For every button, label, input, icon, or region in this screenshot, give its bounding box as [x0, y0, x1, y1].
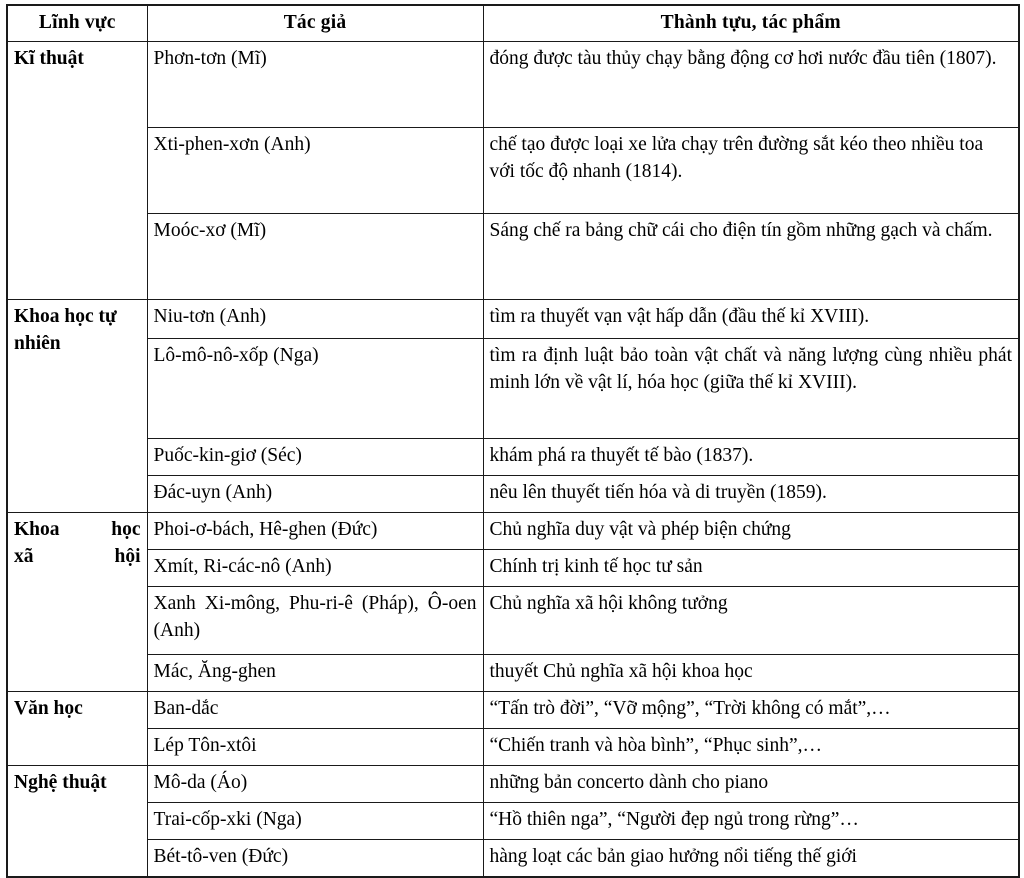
achievements-table [6, 4, 1020, 878]
work-cell: nêu lên thuyết tiến hóa và di truyền (1859). [483, 475, 1019, 512]
field-cell-ki-thuat [7, 41, 147, 299]
field-label: Kĩ thuật [14, 47, 84, 69]
table-row [7, 213, 1019, 299]
work-cell: khám phá ra thuyết tế bào (1837). [483, 438, 1019, 475]
author-cell: Mác, Ăng-ghen [147, 654, 483, 691]
field-label: Khoa học [14, 518, 141, 540]
table-row [7, 691, 1019, 728]
table-header [7, 5, 1019, 41]
table-row [7, 586, 1019, 654]
author-cell: Lép Tôn-xtôi [147, 728, 483, 765]
author-cell: Xmít, Ri-các-nô (Anh) [147, 549, 483, 586]
author-cell: Moóc-xơ (Mĩ) [147, 213, 483, 299]
column-header-field: Lĩnh vực [7, 5, 147, 41]
table-row [7, 839, 1019, 877]
work-cell: tìm ra thuyết vạn vật hấp dẫn (đầu thế kỉ XVIII). [483, 299, 1019, 338]
work-cell: đóng được tàu thủy chạy bằng động cơ hơi nước đầu tiên (1807). [483, 41, 1019, 127]
table-row [7, 549, 1019, 586]
field-label: Khoa học tự [14, 305, 117, 327]
table-row [7, 765, 1019, 802]
table-row [7, 475, 1019, 512]
field-label-line2: xã hội [14, 546, 141, 568]
work-cell: thuyết Chủ nghĩa xã hội khoa học [483, 654, 1019, 691]
work-cell: tìm ra định luật bảo toàn vật chất và năng lượng cùng nhiều phát minh lớn về vật lí, hóa học (giữa thế kỉ XVIII). [483, 338, 1019, 438]
work-cell: hàng loạt các bản giao hưởng nổi tiếng thế giới [483, 839, 1019, 877]
work-cell: Chính trị kinh tế học tư sản [483, 549, 1019, 586]
work-cell: những bản concerto dành cho piano [483, 765, 1019, 802]
table-header-row [7, 5, 1019, 41]
table-row [7, 41, 1019, 127]
author-cell: Xti-phen-xơn (Anh) [147, 127, 483, 213]
table-row [7, 338, 1019, 438]
column-header-author: Tác giả [147, 5, 483, 41]
author-cell: Lô-mô-nô-xốp (Nga) [147, 338, 483, 438]
author-cell: Xanh Xi-mông, Phu-ri-ê (Pháp), Ô-oen (Anh) [147, 586, 483, 654]
field-label-line2: nhiên [14, 333, 61, 355]
author-cell: Đác-uyn (Anh) [147, 475, 483, 512]
table-row [7, 438, 1019, 475]
table-row [7, 299, 1019, 338]
field-cell-khoa-hoc-xa-hoi [7, 512, 147, 691]
author-cell: Trai-cốp-xki (Nga) [147, 802, 483, 839]
field-cell-van-hoc [7, 691, 147, 765]
field-label: Văn học [14, 697, 83, 719]
work-cell: Chủ nghĩa duy vật và phép biện chứng [483, 512, 1019, 549]
field-cell-khoa-hoc-tu-nhien [7, 299, 147, 512]
author-cell: Phơn-tơn (Mĩ) [147, 41, 483, 127]
work-cell: “Hồ thiên nga”, “Người đẹp ngủ trong rừng”… [483, 802, 1019, 839]
field-cell-nghe-thuat [7, 765, 147, 877]
table-row [7, 127, 1019, 213]
author-cell: Bét-tô-ven (Đức) [147, 839, 483, 877]
work-cell: “Tấn trò đời”, “Vỡ mộng”, “Trời không có mắt”,… [483, 691, 1019, 728]
field-label: Nghệ thuật [14, 771, 107, 793]
work-cell: “Chiến tranh và hòa bình”, “Phục sinh”,… [483, 728, 1019, 765]
work-cell: Sáng chế ra bảng chữ cái cho điện tín gồm những gạch và chấm. [483, 213, 1019, 299]
column-header-work: Thành tựu, tác phẩm [483, 5, 1019, 41]
author-cell: Puốc-kin-giơ (Séc) [147, 438, 483, 475]
author-cell: Ban-dắc [147, 691, 483, 728]
work-cell: chế tạo được loại xe lửa chạy trên đường sắt kéo theo nhiều toa với tốc độ nhanh (1814). [483, 127, 1019, 213]
work-cell: Chủ nghĩa xã hội không tưởng [483, 586, 1019, 654]
author-cell: Phoi-ơ-bách, Hê-ghen (Đức) [147, 512, 483, 549]
table-row [7, 654, 1019, 691]
table-body [7, 41, 1019, 877]
table-row [7, 802, 1019, 839]
table-row [7, 728, 1019, 765]
author-cell: Niu-tơn (Anh) [147, 299, 483, 338]
author-cell: Mô-da (Áo) [147, 765, 483, 802]
table-row [7, 512, 1019, 549]
